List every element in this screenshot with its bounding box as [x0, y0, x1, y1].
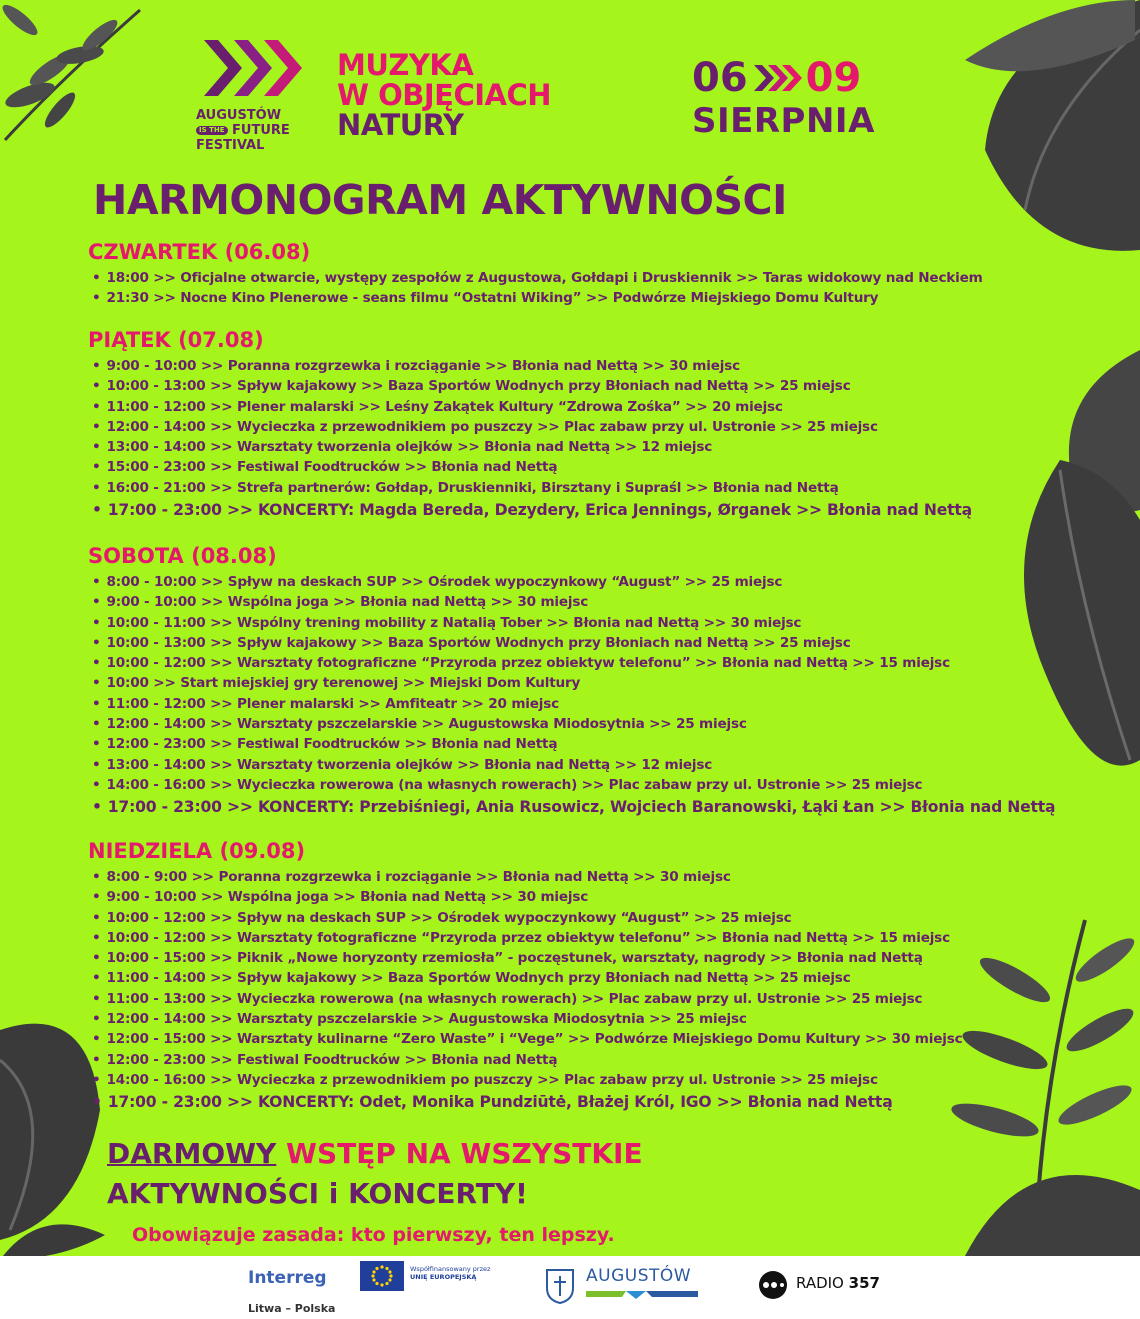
schedule-item: • 21:30 >> Nocne Kino Plenerowe - seans filmu “Ostatni Wiking” >> Podwórze Miejskiego Domu Kultury [92, 288, 983, 308]
schedule-item: • 10:00 - 12:00 >> Warsztaty fotograficzne “Przyroda przez obiektyw telefonu” >> Błonia nad Nettą >> 15 miejsc [92, 928, 962, 948]
schedule-item: • 15:00 - 23:00 >> Festiwal Foodtrucków >> Błonia nad Nettą [92, 457, 972, 477]
schedule-item: • 11:00 - 13:00 >> Wycieczka rowerowa (na własnych rowerach) >> Plac zabaw przy ul. Ustronie >> 25 miejsc [92, 989, 962, 1009]
schedule-item: • 16:00 - 21:00 >> Strefa partnerów: Gołdap, Druskienniki, Birsztany i Supraśl >> Błonia nad Nettą [92, 478, 972, 498]
schedule-item: • 11:00 - 12:00 >> Plener malarski >> Leśny Zakątek Kultury “Zdrowa Zośka” >> 20 miejsc [92, 397, 972, 417]
day-section-sunday [88, 839, 962, 1114]
day-section-saturday [88, 544, 1055, 819]
day-title: SOBOTA (08.08) [88, 544, 277, 568]
schedule-list [88, 867, 962, 1114]
schedule-item: • 14:00 - 16:00 >> Wycieczka rowerowa (na własnych rowerach) >> Plac zabaw przy ul. Ustronie >> 25 miejsc [92, 775, 1055, 795]
schedule-item: • 10:00 >> Start miejskiej gry terenowej >> Miejski Dom Kultury [92, 673, 1055, 693]
rule-note: Obowiązuje zasada: kto pierwszy, ten lepszy. [132, 1224, 615, 1246]
schedule-item: • 8:00 - 9:00 >> Poranna rozgrzewka i rozciąganie >> Błonia nad Nettą >> 30 miejsc [92, 867, 962, 887]
date-start: 06 [692, 55, 748, 101]
schedule-item: • 10:00 - 12:00 >> Spływ na deskach SUP >> Ośrodek wypoczynkowy “August” >> 25 miejsc [92, 908, 962, 928]
day-title: NIEDZIELA (09.08) [88, 839, 306, 863]
day-title: PIĄTEK (07.08) [88, 328, 264, 352]
schedule-item: • 10:00 - 13:00 >> Spływ kajakowy >> Baza Sportów Wodnych przy Błoniach nad Nettą >> 25 miejsc [92, 376, 972, 396]
schedule-item: • 11:00 - 14:00 >> Spływ kajakowy >> Baza Sportów Wodnych przy Błoniach nad Nettą >> 25 miejsc [92, 968, 962, 988]
leaf-top-right-decoration [905, 0, 1140, 270]
date-end: 09 [805, 55, 862, 101]
schedule-item: • 9:00 - 10:00 >> Wspólna joga >> Błonia nad Nettą >> 30 miejsc [92, 592, 1055, 612]
concert-item: • 17:00 - 23:00 >> KONCERTY: Przebiśniegi, Ania Rusowicz, Wojciech Baranowski, Łąki Łan >> Błonia nad Nettą [92, 795, 1055, 819]
concert-item: • 17:00 - 23:00 >> KONCERTY: Magda Bereda, Dezydery, Erica Jennings, Ørganek >> Błonia nad Nettą [92, 498, 972, 522]
schedule-item: • 12:00 - 14:00 >> Warsztaty pszczelarskie >> Augustowska Miodosytnia >> 25 miejsc [92, 714, 1055, 734]
festival-dates [692, 57, 875, 143]
radio-logo-text: RADIO 357 [796, 1274, 880, 1292]
augustow-crest-icon [545, 1268, 575, 1304]
schedule-item: • 12:00 - 14:00 >> Wycieczka z przewodnikiem po puszczy >> Plac zabaw przy ul. Ustronie >> 25 miejsc [92, 417, 972, 437]
eu-flag-icon [360, 1261, 404, 1291]
schedule-item: • 10:00 - 12:00 >> Warsztaty fotograficzne “Przyroda przez obiektyw telefonu” >> Błonia nad Nettą >> 15 miejsc [92, 653, 1055, 673]
schedule-item: • 9:00 - 10:00 >> Wspólna joga >> Błonia nad Nettą >> 30 miejsc [92, 887, 962, 907]
festival-logo-text: AUGUSTÓW IS THE FUTURE FESTIVAL [196, 108, 290, 153]
augustow-wave-icon [586, 1289, 698, 1301]
day-title: CZWARTEK (06.08) [88, 240, 311, 264]
tagline-line: W OBJĘCIACH [337, 78, 552, 112]
schedule-item: • 13:00 - 14:00 >> Warsztaty tworzenia olejków >> Błonia nad Nettą >> 12 miejsc [92, 755, 1055, 775]
free-entry-underlined: DARMOWY [107, 1137, 277, 1170]
interreg-sublabel: Litwa – Polska [248, 1302, 336, 1315]
day-section-thursday [88, 240, 983, 309]
interreg-logo: Interreg [248, 1268, 327, 1288]
schedule-item: • 10:00 - 11:00 >> Wspólny trening mobility z Natalią Tober >> Błonia nad Nettą >> 30 miejsc [92, 613, 1055, 633]
double-chevron-icon [750, 61, 804, 95]
eu-cofinanced-text: Współfinansowany przez UNIĘ EUROPEJSKĄ [410, 1265, 491, 1281]
tagline-line: MUZYKA [337, 48, 474, 82]
schedule-list [88, 268, 983, 309]
free-entry-line2: AKTYWNOŚCI i KONCERTY! [107, 1177, 528, 1210]
schedule-item: • 18:00 >> Oficjalne otwarcie, występy zespołów z Augustowa, Gołdapi i Druskiennik >> Taras widokowy nad Neckiem [92, 268, 983, 288]
schedule-item: • 13:00 - 14:00 >> Warsztaty tworzenia olejków >> Błonia nad Nettą >> 12 miejsc [92, 437, 972, 457]
schedule-item: • 12:00 - 23:00 >> Festiwal Foodtrucków >> Błonia nad Nettą [92, 1050, 962, 1070]
leaf-bottom-left-small-decoration [0, 1215, 110, 1260]
schedule-item: • 12:00 - 15:00 >> Warsztaty kulinarne “Zero Waste” i “Vege” >> Podwórze Miejskiego Domu Kultury >> 30 miejsc [92, 1029, 962, 1049]
leaf-branch-bottom-right-decoration [935, 890, 1140, 1256]
schedule-item: • 10:00 - 13:00 >> Spływ kajakowy >> Baza Sportów Wodnych przy Błoniach nad Nettą >> 25 miejsc [92, 633, 1055, 653]
free-entry-line1: WSTĘP NA WSZYSTKIE [276, 1137, 643, 1170]
page-title: HARMONOGRAM AKTYWNOŚCI [93, 176, 787, 224]
schedule-item: • 10:00 - 15:00 >> Piknik „Nowe horyzonty rzemiosła” - poczęstunek, warsztaty, nagrody >> Błonia nad Nettą [92, 948, 962, 968]
augustow-logo-text: AUGUSTÓW [586, 1266, 692, 1286]
schedule-item: • 8:00 - 10:00 >> Spływ na deskach SUP >> Ośrodek wypoczynkowy “August” >> 25 miejsc [92, 572, 1055, 592]
tagline-line: NATURY [337, 108, 464, 142]
leaf-branch-decoration [0, 0, 150, 150]
day-section-friday [88, 328, 972, 522]
date-month: SIERPNIA [692, 101, 875, 141]
free-entry-banner [107, 1134, 643, 1214]
schedule-item: • 12:00 - 14:00 >> Warsztaty pszczelarskie >> Augustowska Miodosytnia >> 25 miejsc [92, 1009, 962, 1029]
schedule-item: • 11:00 - 12:00 >> Plener malarski >> Amfiteatr >> 20 miejsc [92, 694, 1055, 714]
schedule-item: • 14:00 - 16:00 >> Wycieczka z przewodnikiem po puszczy >> Plac zabaw przy ul. Ustronie >> 25 miejsc [92, 1070, 962, 1090]
tagline [337, 50, 551, 140]
schedule-list [88, 572, 1055, 819]
schedule-item: • 9:00 - 10:00 >> Poranna rozgrzewka i rozciąganie >> Błonia nad Nettą >> 30 miejsc [92, 356, 972, 376]
concert-item: • 17:00 - 23:00 >> KONCERTY: Odet, Monika Pundziūtė, Błażej Król, IGO >> Błonia nad Nettą [92, 1090, 962, 1114]
schedule-list [88, 356, 972, 522]
schedule-item: • 12:00 - 23:00 >> Festiwal Foodtrucków >> Błonia nad Nettą [92, 734, 1055, 754]
radio-logo-icon [755, 1270, 791, 1300]
festival-logo-icon [196, 32, 306, 102]
